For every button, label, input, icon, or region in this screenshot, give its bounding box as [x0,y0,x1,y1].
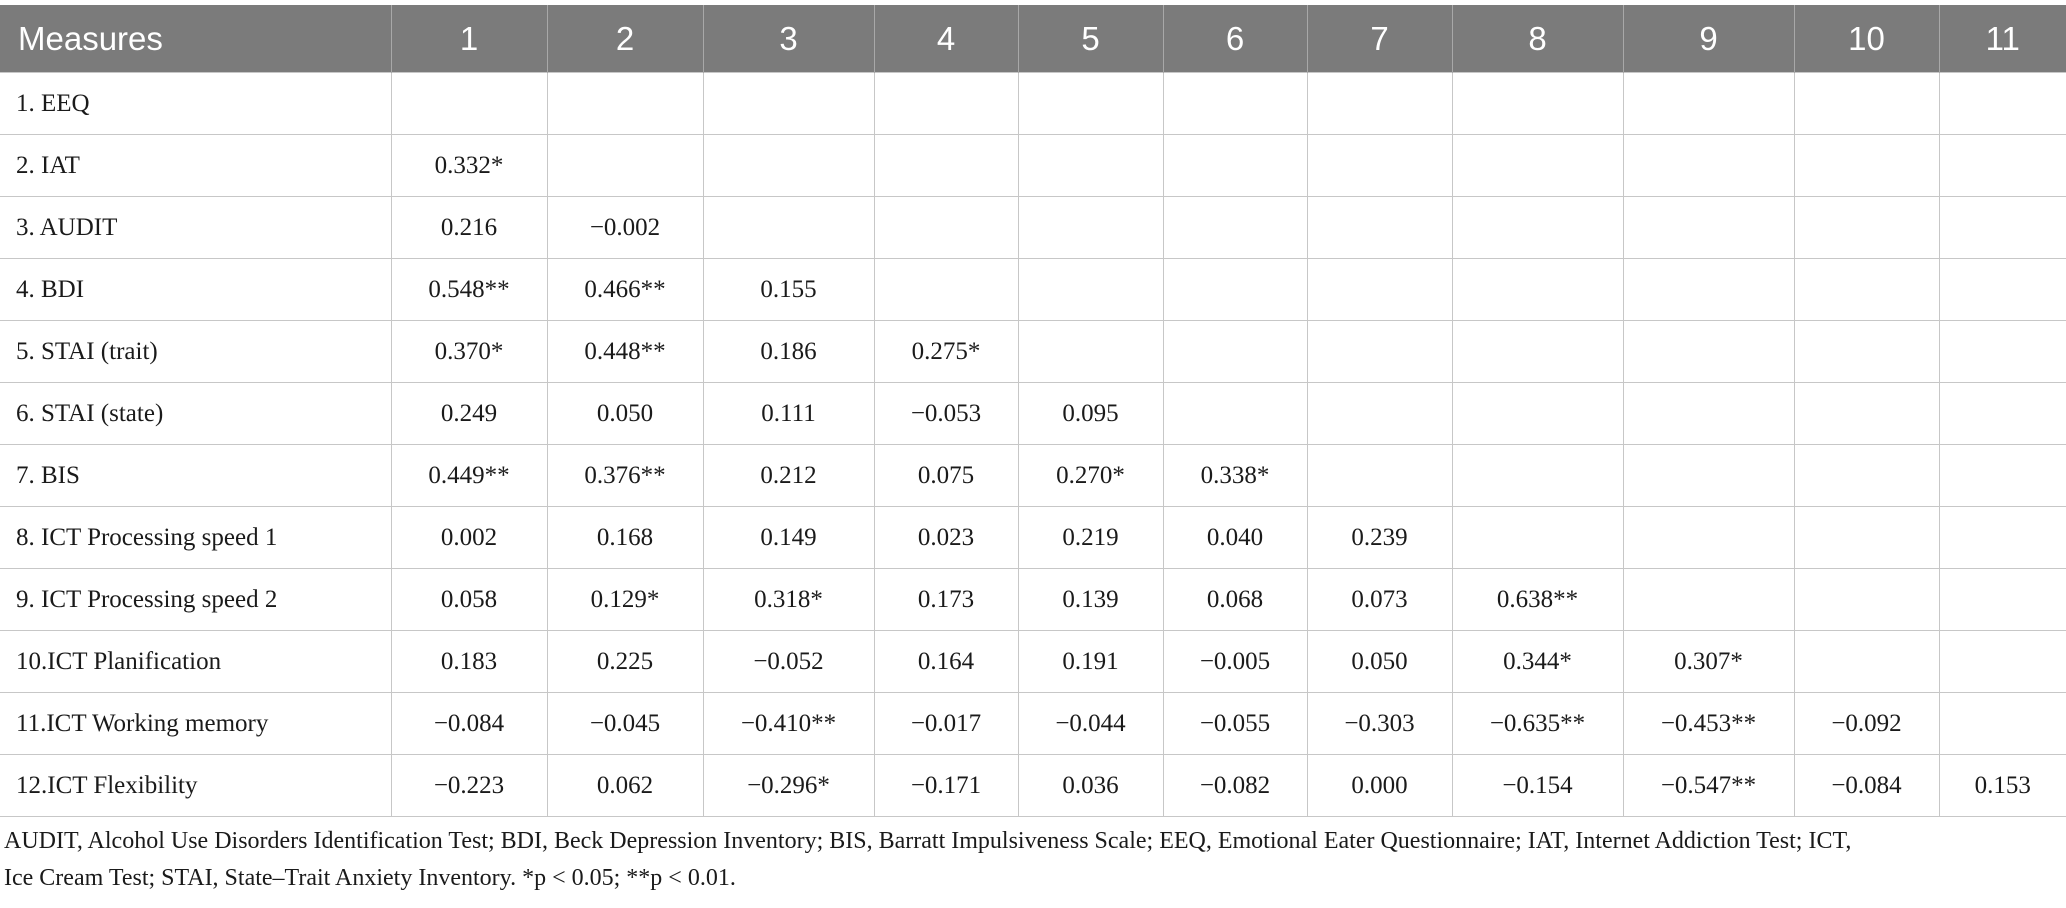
measure-label: 6. STAI (state) [0,383,391,445]
header-col-4: 4 [874,5,1018,73]
correlation-cell [1794,383,1939,445]
correlation-cell [547,135,703,197]
header-col-2: 2 [547,5,703,73]
correlation-cell: 0.225 [547,631,703,693]
correlation-cell [1794,197,1939,259]
correlation-cell [1794,259,1939,321]
correlation-cell: 0.073 [1307,569,1452,631]
correlation-cell [1939,197,2066,259]
correlation-cell: −0.303 [1307,693,1452,755]
correlation-cell [1939,693,2066,755]
table-row [0,73,2066,135]
correlation-cell [1307,73,1452,135]
correlation-cell [1939,445,2066,507]
correlation-cell [1623,321,1794,383]
correlation-cell [1452,383,1623,445]
header-col-10: 10 [1794,5,1939,73]
header-measures: Measures [0,5,391,73]
correlation-cell: −0.092 [1794,693,1939,755]
header-col-9: 9 [1623,5,1794,73]
correlation-cell: −0.223 [391,755,547,817]
correlation-cell [1307,197,1452,259]
correlation-cell [1018,259,1163,321]
correlation-cell: −0.044 [1018,693,1163,755]
correlation-cell: −0.084 [1794,755,1939,817]
correlation-cell [1163,321,1307,383]
correlation-cell: −0.005 [1163,631,1307,693]
correlation-cell: 0.449** [391,445,547,507]
correlation-cell [547,73,703,135]
correlation-cell: 0.186 [703,321,874,383]
correlation-cell: 0.332* [391,135,547,197]
correlation-cell [1623,259,1794,321]
correlation-cell [1939,73,2066,135]
measure-label: 10.ICT Planification [0,631,391,693]
correlation-cell: 0.153 [1939,755,2066,817]
correlation-cell: 0.318* [703,569,874,631]
correlation-cell: 0.000 [1307,755,1452,817]
correlation-cell: 0.023 [874,507,1018,569]
correlation-cell [1452,259,1623,321]
correlation-table [0,5,2066,817]
table-row [0,693,2066,755]
correlation-cell: −0.296* [703,755,874,817]
correlation-cell: 0.638** [1452,569,1623,631]
correlation-cell [1452,197,1623,259]
correlation-cell: 0.219 [1018,507,1163,569]
measure-label: 11.ICT Working memory [0,693,391,755]
correlation-cell: 0.183 [391,631,547,693]
correlation-cell: −0.053 [874,383,1018,445]
correlation-cell: 0.075 [874,445,1018,507]
correlation-cell [1623,135,1794,197]
correlation-cell [1018,73,1163,135]
correlation-cell: 0.448** [547,321,703,383]
correlation-cell: 0.466** [547,259,703,321]
correlation-cell [703,197,874,259]
correlation-cell [1623,197,1794,259]
correlation-cell: 0.149 [703,507,874,569]
correlation-cell [1307,259,1452,321]
correlation-cell: 0.095 [1018,383,1163,445]
header-col-11: 11 [1939,5,2066,73]
header-col-5: 5 [1018,5,1163,73]
correlation-cell [1794,445,1939,507]
correlation-cell: −0.017 [874,693,1018,755]
correlation-cell: 0.068 [1163,569,1307,631]
correlation-table-container [0,5,2066,817]
correlation-cell [1452,507,1623,569]
measure-label: 2. IAT [0,135,391,197]
header-row [0,5,2066,73]
correlation-cell: 0.338* [1163,445,1307,507]
correlation-cell: 0.111 [703,383,874,445]
correlation-cell [1939,507,2066,569]
measure-label: 4. BDI [0,259,391,321]
correlation-cell: −0.052 [703,631,874,693]
table-row [0,259,2066,321]
correlation-cell [874,259,1018,321]
correlation-cell [1018,321,1163,383]
correlation-cell [1452,73,1623,135]
correlation-cell: 0.050 [1307,631,1452,693]
header-col-7: 7 [1307,5,1452,73]
table-row [0,135,2066,197]
table-row [0,569,2066,631]
correlation-cell: −0.002 [547,197,703,259]
correlation-cell [1794,631,1939,693]
correlation-cell [1939,631,2066,693]
correlation-cell [1307,321,1452,383]
correlation-cell [1623,73,1794,135]
header-col-8: 8 [1452,5,1623,73]
table-row [0,631,2066,693]
correlation-cell [1452,445,1623,507]
correlation-cell [1939,569,2066,631]
correlation-cell: 0.155 [703,259,874,321]
correlation-cell: 0.168 [547,507,703,569]
correlation-cell: −0.635** [1452,693,1623,755]
correlation-cell: 0.548** [391,259,547,321]
correlation-cell [1163,135,1307,197]
header-col-1: 1 [391,5,547,73]
table-row [0,197,2066,259]
correlation-cell: 0.191 [1018,631,1163,693]
correlation-cell [1163,259,1307,321]
correlation-cell [1018,135,1163,197]
correlation-cell: 0.040 [1163,507,1307,569]
measure-label: 1. EEQ [0,73,391,135]
table-body [0,73,2066,817]
correlation-cell: −0.082 [1163,755,1307,817]
table-row [0,383,2066,445]
correlation-cell [1623,507,1794,569]
correlation-cell [1163,197,1307,259]
correlation-cell [1307,383,1452,445]
correlation-cell [1452,135,1623,197]
footnote-line-2: Ice Cream Test; STAI, State–Trait Anxiety Inventory. *p < 0.05; **p < 0.01. [4,865,736,891]
correlation-cell [1939,259,2066,321]
correlation-cell [874,73,1018,135]
correlation-cell: 0.139 [1018,569,1163,631]
measure-label: 3. AUDIT [0,197,391,259]
correlation-cell: 0.370* [391,321,547,383]
correlation-cell: −0.084 [391,693,547,755]
correlation-cell: 0.164 [874,631,1018,693]
table-row [0,507,2066,569]
correlation-cell [1163,73,1307,135]
correlation-cell: 0.376** [547,445,703,507]
correlation-cell [1939,135,2066,197]
correlation-cell [1307,135,1452,197]
correlation-cell [1452,321,1623,383]
correlation-cell: 0.036 [1018,755,1163,817]
correlation-cell [1794,321,1939,383]
measure-label: 8. ICT Processing speed 1 [0,507,391,569]
header-col-3: 3 [703,5,874,73]
measure-label: 7. BIS [0,445,391,507]
correlation-cell [1794,569,1939,631]
correlation-cell: 0.050 [547,383,703,445]
correlation-cell: 0.002 [391,507,547,569]
table-row [0,321,2066,383]
correlation-cell: −0.171 [874,755,1018,817]
correlation-cell [1794,507,1939,569]
correlation-cell: 0.249 [391,383,547,445]
correlation-cell: −0.154 [1452,755,1623,817]
correlation-cell [1794,73,1939,135]
correlation-cell [1794,135,1939,197]
footnote-line-1: AUDIT, Alcohol Use Disorders Identification Test; BDI, Beck Depression Inventory; BIS, Barratt Impulsiveness Scale; EEQ, Emotional Eater Questionnaire; IAT, Internet Addiction Test; ICT, [4,828,1852,854]
correlation-cell: 0.058 [391,569,547,631]
correlation-cell: 0.173 [874,569,1018,631]
correlation-cell [1163,383,1307,445]
correlation-cell [703,135,874,197]
correlation-cell: 0.307* [1623,631,1794,693]
table-row [0,445,2066,507]
correlation-cell [1939,383,2066,445]
correlation-cell [1939,321,2066,383]
correlation-cell: −0.453** [1623,693,1794,755]
correlation-cell [1623,383,1794,445]
correlation-cell: 0.239 [1307,507,1452,569]
correlation-cell [703,73,874,135]
correlation-cell [1623,569,1794,631]
correlation-cell: 0.270* [1018,445,1163,507]
correlation-cell: 0.216 [391,197,547,259]
measure-label: 5. STAI (trait) [0,321,391,383]
correlation-cell: 0.129* [547,569,703,631]
correlation-cell: 0.344* [1452,631,1623,693]
correlation-cell [1307,445,1452,507]
correlation-cell: 0.212 [703,445,874,507]
correlation-cell: −0.410** [703,693,874,755]
table-footnote [4,823,2060,897]
correlation-cell: −0.045 [547,693,703,755]
table-row [0,755,2066,817]
correlation-cell [874,197,1018,259]
measure-label: 9. ICT Processing speed 2 [0,569,391,631]
correlation-cell: −0.055 [1163,693,1307,755]
correlation-cell: 0.275* [874,321,1018,383]
correlation-cell: 0.062 [547,755,703,817]
correlation-cell [1018,197,1163,259]
correlation-cell: −0.547** [1623,755,1794,817]
correlation-cell [1623,445,1794,507]
header-col-6: 6 [1163,5,1307,73]
correlation-cell [391,73,547,135]
measure-label: 12.ICT Flexibility [0,755,391,817]
correlation-cell [874,135,1018,197]
